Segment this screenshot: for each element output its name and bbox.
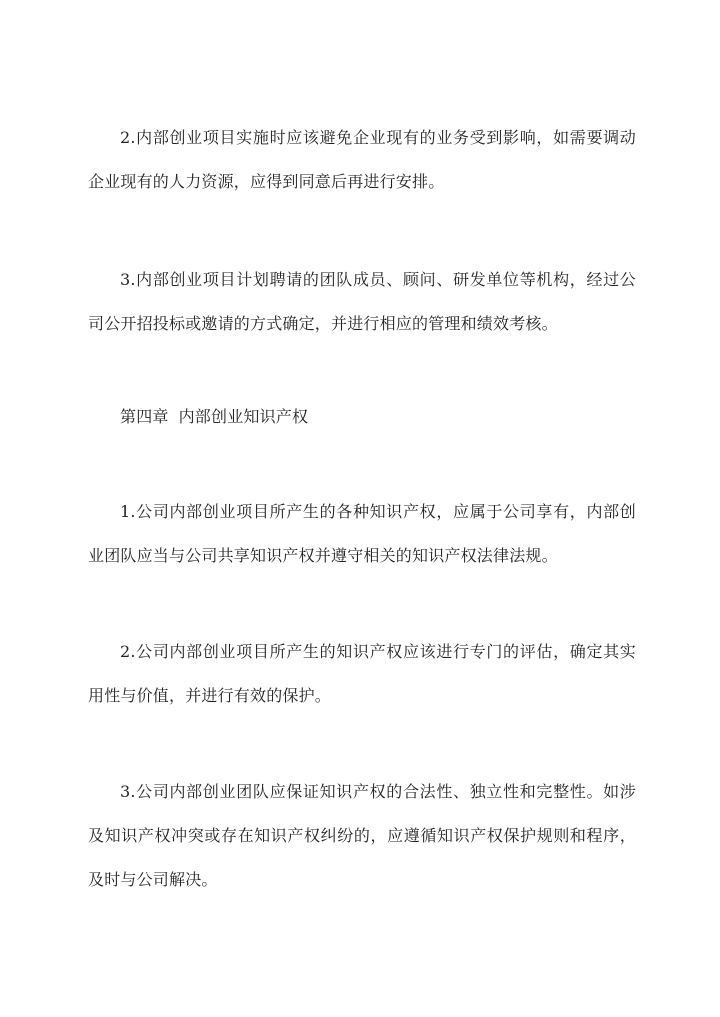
chapter-heading <box>120 406 308 428</box>
chapter-title: 内部创业知识产权 <box>178 407 309 426</box>
chapter-number: 第四章 <box>120 407 169 426</box>
paragraph-project-implementation: 2.内部创业项目实施时应该避免企业现有的业务受到影响，如需要调动企业现有的人力资源，应得到同意后再进行安排。 <box>88 128 636 191</box>
paragraph-ip-legality: 3.公司内部创业团队应保证知识产权的合法性、独立性和完整性。如涉及知识产权冲突或存在知识产权纠纷的，应遵循知识产权保护规则和程序，及时与公司解决。 <box>88 782 636 889</box>
paragraph-ip-ownership: 1.公司内部创业项目所产生的各种知识产权，应属于公司享有，内部创业团队应当与公司共享知识产权并遵守相关的知识产权法律法规。 <box>88 502 636 565</box>
paragraph-team-hiring: 3.内部创业项目计划聘请的团队成员、顾问、研发单位等机构，经过公司公开招投标或邀请的方式确定，并进行相应的管理和绩效考核。 <box>88 270 636 333</box>
paragraph-ip-evaluation: 2.公司内部创业项目所产生的知识产权应该进行专门的评估，确定其实用性与价值，并进行有效的保护。 <box>88 642 636 705</box>
